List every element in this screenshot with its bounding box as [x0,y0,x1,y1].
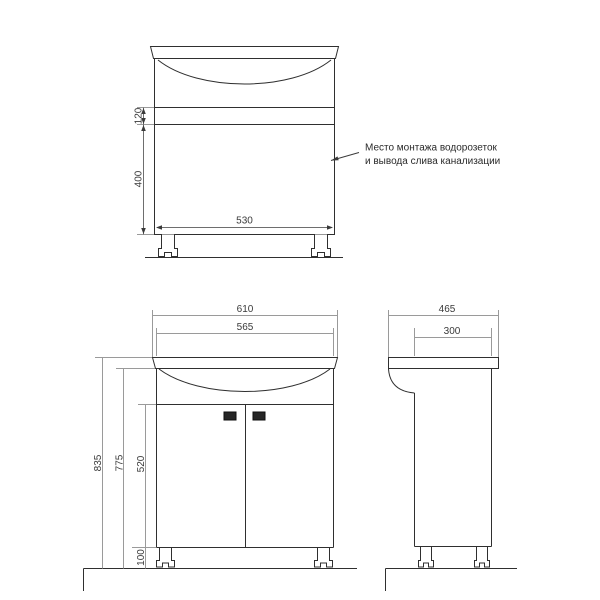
dim-label-120: 120 [133,107,145,125]
dim-label-300: 300 [443,326,461,337]
arrow-up-icon [141,125,146,131]
leveling-foot-right [315,548,333,567]
arrow-down-icon [141,228,146,234]
cabinet-sides [155,59,335,235]
dimension-565 [157,322,334,356]
dim-label-400: 400 [133,170,145,188]
dim-label-530: 530 [236,215,253,227]
floor-line [386,569,518,592]
sink-slab [389,358,499,369]
leveling-foot-back [475,547,490,567]
sink-basin-curve [159,369,330,392]
dim-label-610: 610 [236,304,254,315]
dim-label-775: 775 [114,454,126,472]
dimension-120-400 [134,107,155,234]
dim-label-465: 465 [438,304,456,315]
upper-front-view [134,47,501,258]
sink-apron-curve [389,369,415,393]
mounting-note-line1: Место монтажа водорозеток [365,142,497,154]
dim-label-565: 565 [236,322,254,333]
door-handle-left [224,412,236,420]
dimension-530 [156,216,333,230]
side-view [386,304,518,591]
dimension-775 [115,369,156,569]
mounting-note-line2: и вывода слива канализации [365,156,501,167]
arrow-left-icon [156,225,162,230]
sink-rim [151,47,339,59]
floor-line [84,569,358,592]
dimension-300 [415,326,492,356]
cabinet-outline [415,369,492,547]
dimension-520 [136,405,156,548]
door-handle-right [253,412,265,420]
dim-label-520: 520 [136,455,147,473]
dim-label-835: 835 [93,454,104,472]
dim-label-100: 100 [136,549,147,566]
leveling-foot-left [159,235,178,257]
dimension-100 [132,548,156,569]
sink-rim [153,358,338,369]
leveling-foot-left [157,548,175,567]
sink-basin-curve [158,60,331,84]
leveling-foot-right [312,235,331,257]
leveling-foot-front [419,547,434,567]
front-view [84,304,358,591]
cabinet-outline [157,369,334,548]
mounting-note [331,143,500,168]
arrow-right-icon [327,225,333,230]
